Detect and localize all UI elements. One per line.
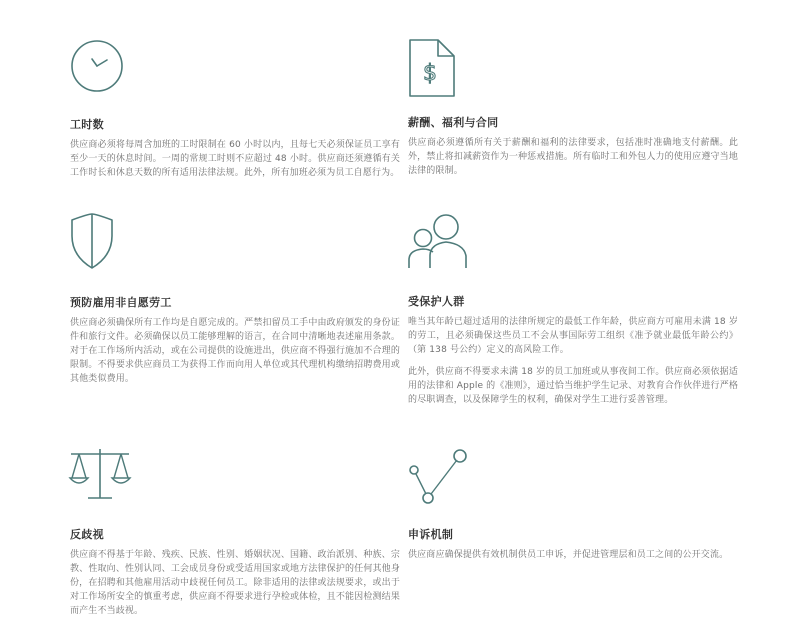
- section-protected-groups: [408, 212, 738, 407]
- section-title: 工时数: [70, 118, 104, 131]
- clock-icon: [70, 38, 130, 98]
- section-title: 预防雇用非自愿劳工: [70, 296, 172, 309]
- section-involuntary-labor: [70, 212, 400, 386]
- scales-icon: [70, 446, 130, 506]
- section-wages-benefits: [408, 38, 738, 178]
- svg-text:$: $: [423, 61, 437, 86]
- section-title: 申诉机制: [408, 528, 454, 541]
- section-body: 唯当其年龄已超过适用的法律所规定的最低工作年龄，供应商方可雇用未满 18 岁的劳工，且必须确保这些员工不会从事国际劳工组织《准予就业最低年龄公约》（第 138 号公约）定义的高风险工作。: [408, 317, 738, 355]
- shield-icon: [70, 212, 130, 272]
- section-working-hours: [70, 38, 400, 180]
- section-grievance-mechanism: [408, 446, 738, 562]
- section-title: 反歧视: [70, 528, 104, 541]
- network-connection-icon: [408, 446, 468, 506]
- section-body: 供应商必须遵循所有关于薪酬和福利的法律要求，包括准时准确地支付薪酬。此外，禁止将扣减薪资作为一种惩戒措施。所有临时工和外包人力的使用应遵守当地法律的限制。: [408, 138, 738, 176]
- section-body: 供应商应确保提供有效机制供员工申诉，并促进管理层和员工之间的公开交流。: [408, 550, 729, 560]
- section-body: 供应商必须确保所有工作均是自愿完成的。严禁扣留员工手中由政府颁发的身份证件和旅行文件。必须确保以员工能够理解的语言，在合同中清晰地表述雇用条款。对于在工作场所内活动，或在公司提供的设施进出，供应商不得强行施加不合理的限制。不得要求供应商员工为获得工作而向用人单位或其代理机构缴纳招聘费用或其他类似费用。: [70, 318, 400, 384]
- section-body: 此外，供应商不得要求未满 18 岁的员工加班或从事夜间工作。供应商必须依据适用的法律和 Apple 的《准则》，通过恰当维护学生记录、对教育合作伙伴进行严格的尽职调查，以及保障学生的权利，确保对学生工进行妥善管理。: [408, 367, 738, 405]
- section-title: 受保护人群: [408, 295, 465, 308]
- section-title: 薪酬、福利与合同: [408, 116, 499, 129]
- people-icon: [408, 212, 468, 272]
- dollar-document-icon: [408, 38, 468, 98]
- section-anti-discrimination: [70, 446, 400, 618]
- section-body: 供应商必须将每周含加班的工时限制在 60 小时以内，且每七天必须保证员工享有至少一天的休息时间。一周的常规工时则不应超过 48 小时。供应商还须遵循有关工作时长和休息天数的所有适用法律法规。此外，所有加班必须为员工自愿行为。: [70, 140, 400, 178]
- section-body: 供应商不得基于年龄、残疾、民族、性别、婚姻状况、国籍、政治派别、种族、宗教、性取向、性别认同、工会成员身份或受适用国家或地方法律保护的任何其他身份，在招聘和其他雇用活动中歧视任何员工。除非适用的法律或法规要求，或出于对工作场所安全的慎重考虑，供应商不得要求进行孕检或体检，且不能因检测结果而产生不当歧视。: [70, 550, 400, 616]
